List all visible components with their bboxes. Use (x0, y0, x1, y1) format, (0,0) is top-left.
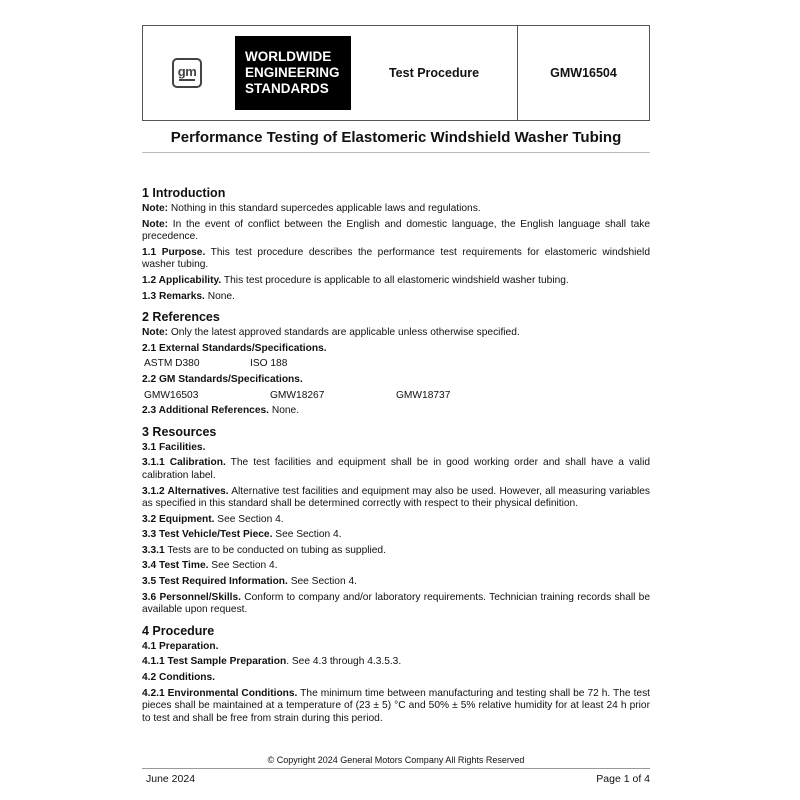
text: In the event of conflict between the English and domestic language, the English language shall take precedence. (142, 218, 650, 243)
text: None. (204, 290, 235, 302)
text: Alternative test facilities and equipment may also be used. However, all measuring variables as specified in this standard shall be determined correctly with respect to their physical definition. (142, 485, 650, 510)
text: See Section 4. (287, 576, 357, 588)
label: 3.6 Personnel/Skills. (142, 591, 241, 603)
section-resources (142, 425, 650, 617)
paragraph (142, 545, 650, 558)
label: Note: (142, 203, 169, 214)
paragraph (142, 442, 650, 455)
paragraph (142, 405, 650, 418)
paragraph (142, 247, 650, 272)
label: 2.3 Additional References. (142, 405, 270, 417)
gm-logo (172, 58, 202, 88)
header-box (142, 25, 650, 121)
text: Only the latest approved standards are applicable unless otherwise specified. (168, 327, 520, 339)
paragraph (142, 576, 650, 589)
list-item: ASTM D380 (144, 358, 200, 370)
text: See Section 4. (208, 560, 278, 572)
gm-standards-list (144, 390, 650, 403)
section-introduction (142, 186, 650, 303)
document-title: Performance Testing of Elastomeric Windshield Washer Tubing (170, 129, 622, 146)
label: 3.1.1 Calibration. (142, 457, 226, 469)
wes-cell (231, 26, 351, 120)
text: . See 4.3 through 4.3.5.3. (286, 656, 402, 668)
label: 2.1 External Standards/Specifications. (142, 342, 327, 354)
text: Conform to company and/or laboratory requirements. Technician training records shall be available upon request. (142, 591, 651, 616)
label: Note: (142, 218, 169, 230)
text: The test facilities and equipment shall be in good working order and shall have a valid calibration label. (142, 457, 650, 481)
wes-line-3: STANDARDS (245, 81, 329, 96)
section-heading: 3 Resources (142, 424, 217, 439)
paragraph (142, 457, 650, 482)
paragraph (142, 374, 650, 387)
document-body (142, 186, 650, 732)
label: 3.5 Test Required Information. (142, 576, 288, 588)
footer-rule (142, 768, 650, 769)
label: 1.1 Purpose. (142, 246, 206, 258)
label: 2.2 GM Standards/Specifications. (142, 373, 303, 385)
footer-date: June 2024 (146, 773, 196, 785)
section-references (142, 310, 650, 418)
text: This test procedure describes the performance test requirements for elastomeric windshield washer tubing. (142, 246, 650, 271)
text: The minimum time between manufacturing and testing shall be 72 h. The test pieces shall be maintained at a temperature of (23 ± 5) °C and 50% ± 5% relative humidity for at least 24 h prior to test and shall be free from strain during this period. (142, 687, 650, 724)
text: See Section 4. (214, 513, 284, 525)
title-rule (142, 152, 650, 153)
text: This test procedure is applicable to all elastomeric windshield washer tubing. (221, 274, 569, 286)
section-heading: 1 Introduction (142, 186, 226, 200)
text: Nothing in this standard supercedes applicable laws and regulations. (168, 203, 481, 214)
label: 3.3.1 (142, 544, 165, 556)
text: Tests are to be conducted on tubing as supplied. (164, 544, 386, 556)
label: Note: (142, 327, 169, 339)
doc-code: GMW16504 (517, 26, 649, 120)
label: 1.2 Applicability. (142, 274, 222, 286)
worldwide-engineering-standards-block (235, 36, 351, 110)
paragraph (142, 514, 650, 527)
logo-cell (143, 26, 231, 120)
text: See Section 4. (272, 529, 342, 541)
label: 3.1 Facilities. (142, 441, 206, 453)
paragraph (142, 203, 650, 216)
list-item: GMW16503 (144, 389, 199, 401)
paragraph (142, 656, 650, 669)
label: 3.3 Test Vehicle/Test Piece. (142, 529, 273, 541)
label: 3.4 Test Time. (142, 560, 209, 572)
doc-type: Test Procedure (388, 66, 480, 80)
text: None. (269, 405, 300, 417)
paragraph (142, 275, 650, 288)
paragraph (142, 672, 650, 685)
paragraph (142, 592, 650, 617)
section-heading: 2 References (142, 310, 220, 325)
label: 4.1 Preparation. (142, 640, 219, 652)
list-item: GMW18737 (396, 389, 451, 401)
label: 4.2.1 Environmental Conditions. (142, 687, 298, 699)
section-heading: 4 Procedure (142, 623, 215, 638)
wes-line-1: WORLDWIDE (245, 49, 332, 64)
paragraph (142, 486, 650, 511)
gm-logo-text: gm (177, 63, 197, 79)
page-number: Page 1 of 4 (596, 773, 650, 785)
list-item: GMW18267 (270, 389, 325, 401)
label: 4.1.1 Test Sample Preparation (142, 656, 287, 668)
external-standards-list (144, 358, 650, 371)
paragraph (142, 560, 650, 573)
gm-logo-underline (179, 79, 195, 81)
paragraph (142, 688, 650, 726)
wes-line-2: ENGINEERING (245, 65, 340, 80)
paragraph (142, 641, 650, 654)
label: 1.3 Remarks. (142, 290, 205, 302)
paragraph (142, 343, 650, 356)
paragraph (142, 327, 650, 340)
list-item: ISO 188 (250, 358, 288, 370)
paragraph (142, 291, 650, 304)
paragraph (142, 219, 650, 244)
label: 3.1.2 Alternatives. (142, 485, 229, 497)
label: 3.2 Equipment. (142, 513, 215, 525)
copyright-notice: © Copyright 2024 General Motors Company All Rights Reserved (267, 755, 525, 765)
paragraph (142, 529, 650, 542)
label: 4.2 Conditions. (142, 672, 216, 684)
section-procedure (142, 624, 650, 726)
